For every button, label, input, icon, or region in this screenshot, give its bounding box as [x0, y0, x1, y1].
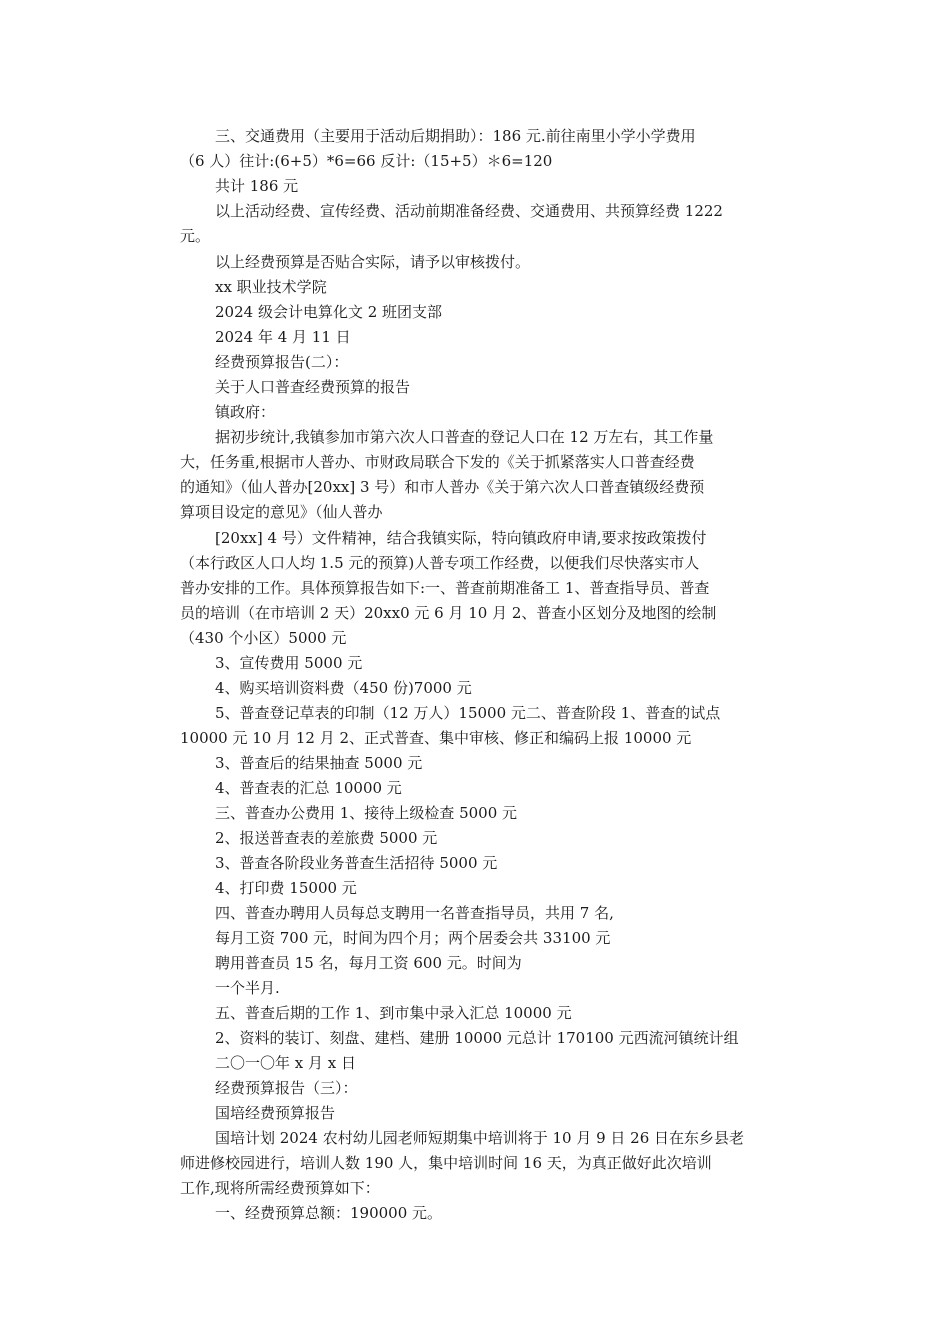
text-line: 3、宣传费用 5000 元: [215, 654, 363, 672]
text-line: 以上活动经费、宣传经费、活动前期准备经费、交通费用、共预算经费 1222: [215, 202, 723, 220]
text-line: 普办安排的工作。具体预算报告如下:一、普查前期准备工 1、普查指导员、普查: [180, 579, 710, 597]
text-line: 4、普查表的汇总 10000 元: [215, 779, 402, 797]
text-line: 4、打印费 15000 元: [215, 879, 357, 897]
date-line: 二〇一〇年 x 月 x 日: [215, 1054, 356, 1072]
text-line: （本行政区人口人均 1.5 元的预算)人普专项工作经费，以便我们尽快落实市人: [180, 554, 700, 572]
text-line: 三、交通费用（主要用于活动后期捐助）：186 元.前往南里小学小学费用: [215, 127, 696, 145]
text-line: 一、经费预算总额：190000 元。: [215, 1204, 443, 1222]
text-line: 算项目设定的意见》（仙人普办: [180, 503, 383, 521]
text-line: 工作,现将所需经费预算如下：: [180, 1179, 380, 1197]
section-heading: 经费预算报告(二）：: [215, 353, 349, 371]
text-line: 五、普查后期的工作 1、到市集中录入汇总 10000 元: [215, 1004, 572, 1022]
text-line: 2、报送普查表的差旅费 5000 元: [215, 829, 438, 847]
text-line: 4、购买培训资料费（450 份)7000 元: [215, 679, 472, 697]
text-line: 大，任务重,根据市人普办、市财政局联合下发的《关于抓紧落实人口普查经费: [180, 453, 695, 471]
text-line: 员的培训（在市培训 2 天）20xx0 元 6 月 10 月 2、普查小区划分及地图的绘制: [180, 604, 717, 622]
text-line: （6 人）往计:(6+5）*6=66 反计:（15+5）＊6=120: [180, 152, 553, 170]
text-line: 一个半月.: [215, 979, 280, 997]
text-line: 10000 元 10 月 12 月 2、正式普查、集中审核、修正和编码上报 10000 元: [180, 729, 692, 747]
text-line: 每月工资 700 元，时间为四个月；两个居委会共 33100 元: [215, 929, 611, 947]
text-line: 2、资料的装订、刻盘、建档、建册 10000 元总计 170100 元西流河镇统计组: [215, 1029, 739, 1047]
text-line: 3、普查各阶段业务普查生活招待 5000 元: [215, 854, 498, 872]
text-line: xx 职业技术学院: [215, 278, 327, 296]
text-line: 据初步统计,我镇参加市第六次人口普查的登记人口在 12 万左右，其工作量: [215, 428, 714, 446]
text-line: 师进修校园进行，培训人数 190 人，集中培训时间 16 天，为真正做好此次培训: [180, 1154, 712, 1172]
text-line: 元。: [180, 227, 211, 245]
text-line: 3、普查后的结果抽查 5000 元: [215, 754, 423, 772]
text-line: 2024 年 4 月 11 日: [215, 328, 351, 346]
text-line: 国培计划 2024 农村幼儿园老师短期集中培训将于 10 月 9 日 26 日在东乡县老: [215, 1129, 745, 1147]
text-line: 的通知》（仙人普办[20xx] 3 号）和市人普办《关于第六次人口普查镇级经费预: [180, 478, 705, 496]
text-line: 2024 级会计电算化文 2 班团支部: [215, 303, 443, 321]
text-line: 四、普查办聘用人员每总支聘用一名普查指导员，共用 7 名,: [215, 904, 614, 922]
report-title: 国培经费预算报告: [215, 1104, 336, 1122]
text-line: 以上经费预算是否贴合实际，请予以审核拨付。: [215, 253, 531, 271]
text-line: （430 个小区）5000 元: [180, 629, 347, 647]
report-title: 关于人口普查经费预算的报告: [215, 378, 411, 396]
text-line: 三、普查办公费用 1、接待上级检查 5000 元: [215, 804, 518, 822]
addressee: 镇政府：: [215, 403, 276, 421]
text-line: 聘用普查员 15 名，每月工资 600 元。时间为: [215, 954, 522, 972]
section-heading: 经费预算报告（三）：: [215, 1079, 358, 1097]
text-line: [20xx] 4 号）文件精神，结合我镇实际，特向镇政府申请,要求按政策拨付: [215, 529, 707, 547]
text-line: 5、普查登记草表的印制（12 万人）15000 元二、普查阶段 1、普查的试点: [215, 704, 721, 722]
text-line: 共计 186 元: [215, 177, 299, 195]
